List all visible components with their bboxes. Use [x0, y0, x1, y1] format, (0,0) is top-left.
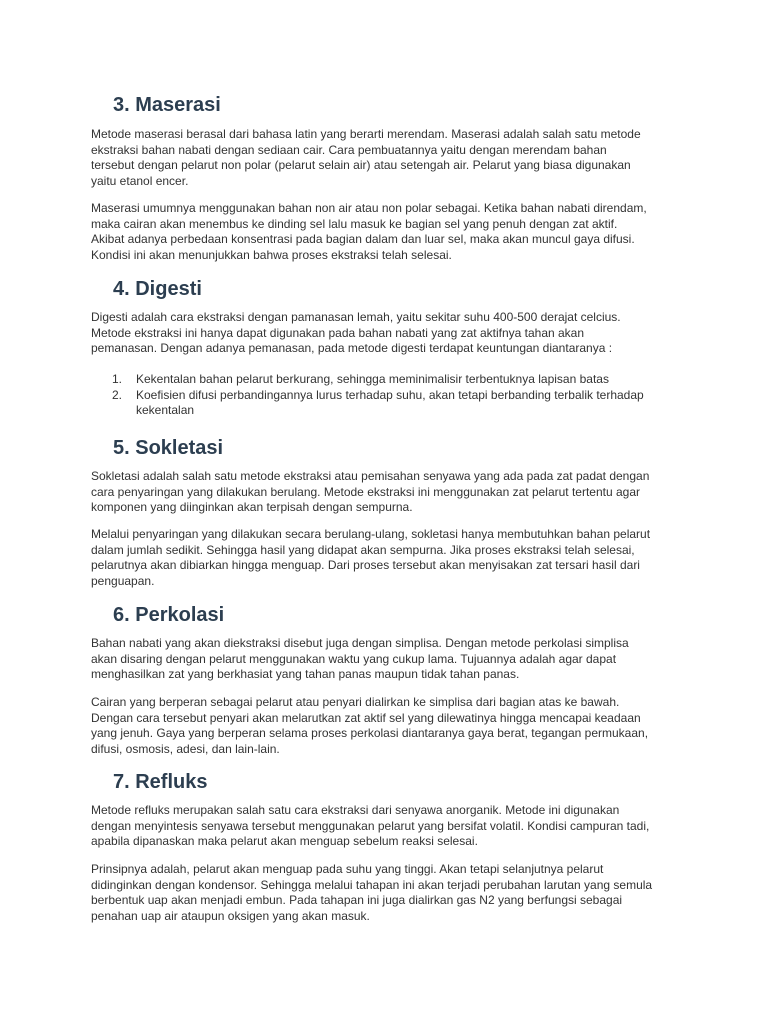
text-line: Maserasi umumnya menggunakan bahan non air atau non polar sebagai. Ketika bahan nabati direndam,: [91, 201, 647, 215]
text-line: dalam jumlah sedikit. Sehingga hasil yang didapat akan sempurna. Jika proses ekstraksi telah selesai,: [91, 542, 635, 557]
list-number: 1.: [112, 372, 123, 386]
section-heading-digesti: 4. Digesti: [113, 278, 202, 300]
paragraph-digesti-1: [91, 310, 681, 357]
section-heading-perkolasi: 6. Perkolasi: [113, 604, 225, 626]
text-line: difusi, osmosis, adesi, dan lain-lain.: [91, 741, 280, 756]
text-line: penahan uap air ataupun oksigen yang akan masuk.: [91, 908, 370, 923]
text-line: Kekentalan bahan pelarut berkurang, sehingga meminimalisir terbentuknya lapisan batas: [136, 372, 609, 386]
text-line: apabila dipanaskan maka pelarut akan menguap sebelum reaksi selesai.: [91, 834, 478, 848]
text-line: Metode maserasi berasal dari bahasa latin yang berarti merendam. Maserasi adalah salah satu metode: [91, 127, 641, 141]
text-line: yang jenuh. Gaya yang berperan selama proses perkolasi diantaranya gaya berat, tegangan permukaan,: [91, 726, 649, 740]
text-line: komponen yang diinginkan akan terpisah dengan sempurna.: [91, 500, 413, 514]
list-item: [91, 372, 681, 388]
section-heading-maserasi: 3. Maserasi: [113, 94, 221, 116]
list-item: [91, 388, 681, 419]
text-line: Koefisien difusi perbandingannya lurus terhadap suhu, akan tetapi berbanding terbalik terhadap: [136, 387, 644, 402]
paragraph-maserasi-1: [91, 127, 681, 189]
paragraph-sokletasi-1: [91, 469, 681, 516]
section-heading-refluks: 7. Refluks: [113, 771, 208, 793]
text-line: Prinsipnya adalah, pelarut akan menguap pada suhu yang tinggi. Akan tetapi selanjutnya pelarut: [91, 862, 604, 876]
text-line: Cairan yang berperan sebagai pelarut atau penyari dialirkan ke simplisa dari bagian atas ke bawah.: [91, 695, 620, 709]
text-line: Kondisi ini akan menunjukkan bahwa proses ekstraksi telah selesai.: [91, 247, 452, 262]
list-number: 2.: [112, 387, 123, 402]
text-line: Dengan cara tersebut penyari akan melarutkan zat aktif sel yang dilewatinya hingga mencapai keadaan: [91, 710, 641, 725]
text-line: tersebut dengan pelarut non polar (pelarut selain air) atau setengah air. Pelarut yang biasa digunakan: [91, 158, 631, 172]
text-line: didinginkan dengan kondensor. Sehingga melalui tahapan ini akan terjadi perubahan larutan yang semula: [91, 877, 653, 892]
paragraph-refluks-1: [91, 803, 681, 850]
text-line: berbentuk uap akan menjadi embun. Pada tahapan ini juga dialirkan gas N2 yang berfungsi sebagai: [91, 893, 623, 907]
text-line: akan disaring dengan pelarut menggunakan waktu yang cukup lama. Tujuannya adalah agar dapat: [91, 651, 617, 666]
text-line: maka cairan akan menembus ke dinding sel lalu masuk ke bagian sel yang penuh dengan zat aktif.: [91, 216, 618, 231]
text-line: Digesti adalah cara ekstraksi dengan pamanasan lemah, yaitu sekitar suhu 400-500 derajat celcius.: [91, 310, 621, 324]
text-line: Bahan nabati yang akan diekstraksi disebut juga dengan simplisa. Dengan metode perkolasi simplisa: [91, 636, 629, 650]
text-line: Metode ekstraksi ini hanya dapat digunakan pada bahan nabati yang zat aktifnya tahan akan: [91, 325, 585, 340]
paragraph-maserasi-2: [91, 201, 681, 263]
paragraph-sokletasi-2: [91, 527, 681, 589]
text-line: Sokletasi adalah salah satu metode ekstraksi atau pemisahan senyawa yang ada pada zat padat dengan: [91, 469, 650, 483]
text-line: cara penyaringan yang dilakukan berulang. Metode ekstraksi ini menggunakan zat pelarut tertentu agar: [91, 484, 641, 499]
text-line: pemanasan. Dengan adanya pemanasan, pada metode digesti terdapat keuntungan diantaranya :: [91, 341, 613, 355]
text-line: yaitu etanol encer.: [91, 173, 189, 188]
text-line: dengan menyintesis senyawa tersebut menggunakan pelarut yang bersifat volatil. Kondisi campuran tadi,: [91, 818, 650, 833]
text-line: Metode refluks merupakan salah satu cara ekstraksi dari senyawa anorganik. Metode ini digunakan: [91, 803, 620, 817]
paragraph-perkolasi-1: [91, 636, 681, 683]
section-heading-sokletasi: 5. Sokletasi: [113, 437, 224, 459]
text-line: ekstraksi bahan nabati dengan sediaan cair. Cara pembuatannya yaitu dengan merendam bahan: [91, 142, 607, 157]
digesti-benefits-list: [91, 372, 681, 419]
text-line: Melalui penyaringan yang dilakukan secara berulang-ulang, sokletasi hanya membutuhkan bahan pelarut: [91, 527, 651, 541]
paragraph-refluks-2: [91, 862, 681, 924]
text-line: Akibat adanya perbedaan konsentrasi pada bagian dalam dan luar sel, maka akan muncul gaya difusi.: [91, 232, 635, 246]
paragraph-perkolasi-2: [91, 695, 681, 757]
text-line: kekentalan: [136, 403, 195, 417]
text-line: pelarutnya akan dibiarkan hingga menguap. Dari proses tersebut akan menyisakan zat tersari hasil dari: [91, 558, 640, 572]
text-line: penguapan.: [91, 573, 155, 588]
text-line: menghasilkan zat yang berkhasiat yang tahan panas maupun tidak tahan panas.: [91, 667, 520, 681]
